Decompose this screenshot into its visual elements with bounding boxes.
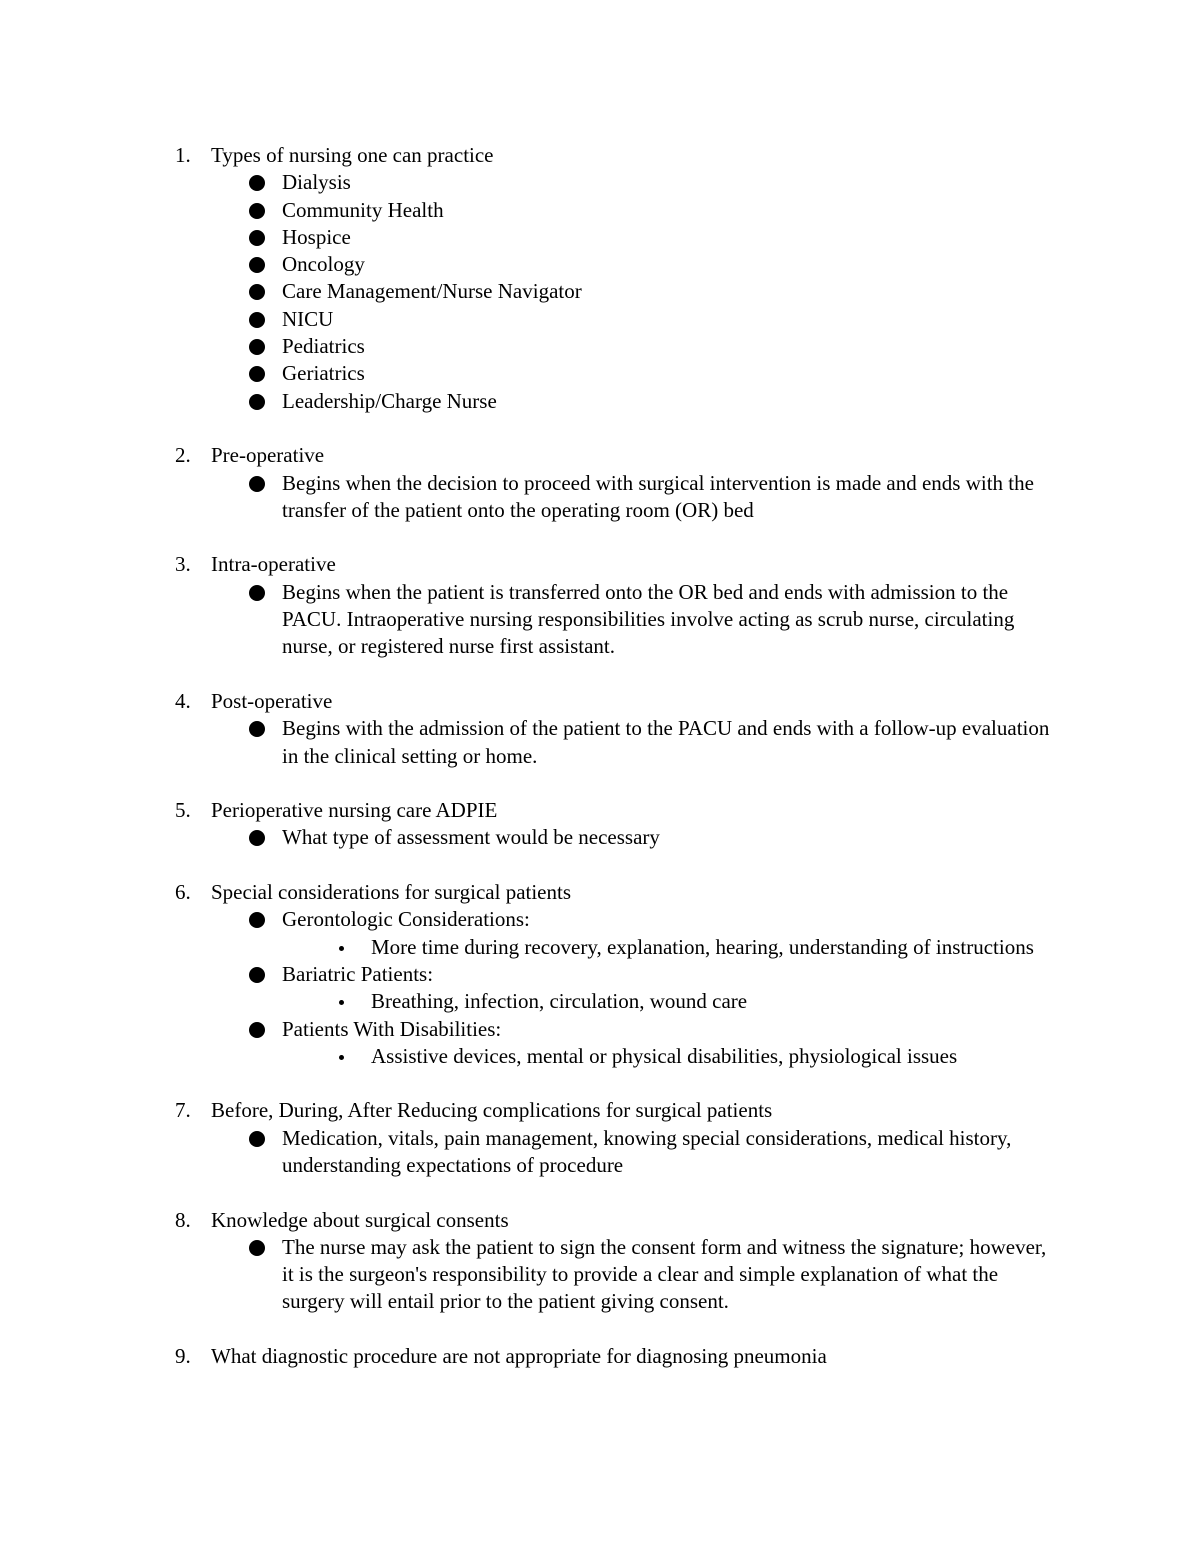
outline-item bbox=[0, 688, 1200, 770]
outline-item-heading bbox=[0, 797, 1200, 824]
item-number: 1. bbox=[175, 143, 191, 167]
sub-bullet-text: Assistive devices, mental or physical disabilities, physiological issues bbox=[371, 1043, 958, 1068]
bullet-item bbox=[0, 961, 1200, 988]
small-dot-bullet-icon bbox=[339, 946, 344, 951]
filled-circle-bullet-icon bbox=[249, 257, 265, 273]
bullet-list bbox=[0, 824, 1200, 851]
item-number: 6. bbox=[175, 880, 191, 905]
bullet-item bbox=[0, 824, 1200, 851]
bullet-item bbox=[0, 388, 1200, 415]
bullet-item bbox=[0, 197, 1200, 224]
outline-item-heading bbox=[0, 1343, 1200, 1370]
bullet-text: Medication, vitals, pain management, knowing special considerations, medical history, understanding expectations of procedure bbox=[282, 1125, 1012, 1177]
outline-item bbox=[0, 879, 1200, 1070]
item-title: Intra-operative bbox=[211, 552, 336, 577]
outline-item-heading bbox=[0, 551, 1200, 578]
bullet-text: Pediatrics bbox=[282, 334, 365, 359]
bullet-text: Begins with the admission of the patient to the PACU and ends with a follow-up evaluation in the clinical setting or home. bbox=[282, 716, 1050, 768]
filled-circle-bullet-icon bbox=[249, 721, 265, 737]
filled-circle-bullet-icon bbox=[249, 830, 265, 846]
bullet-list bbox=[0, 579, 1200, 661]
item-number: 3. bbox=[175, 552, 191, 577]
bullet-text: The nurse may ask the patient to sign the consent form and witness the signature; however, it is the surgeon's responsibility to provide a clear and simple explanation of what the surgery will entail prior to the patient giving consent. bbox=[282, 1234, 1047, 1314]
filled-circle-bullet-icon bbox=[249, 912, 265, 928]
bullet-item bbox=[0, 251, 1200, 278]
bullet-item bbox=[0, 1125, 1200, 1180]
item-title: Types of nursing one can practice bbox=[211, 143, 494, 167]
item-title: Pre-operative bbox=[211, 443, 325, 468]
outline-item-heading bbox=[0, 1207, 1200, 1234]
filled-circle-bullet-icon bbox=[249, 967, 265, 983]
outline-item-heading bbox=[0, 688, 1200, 715]
filled-circle-bullet-icon bbox=[249, 476, 265, 492]
item-number: 7. bbox=[175, 1098, 191, 1123]
bullet-item bbox=[0, 1016, 1200, 1043]
bullet-item bbox=[0, 1234, 1200, 1316]
small-dot-bullet-icon bbox=[339, 1000, 344, 1005]
outline-item bbox=[0, 551, 1200, 660]
outline-item-heading bbox=[0, 879, 1200, 906]
bullet-item bbox=[0, 333, 1200, 360]
bullet-list bbox=[0, 715, 1200, 770]
numbered-outline bbox=[0, 142, 1200, 1398]
bullet-item bbox=[0, 169, 1200, 196]
bullet-text: Oncology bbox=[282, 252, 365, 277]
bullet-item bbox=[0, 906, 1200, 933]
item-title: Perioperative nursing care ADPIE bbox=[211, 798, 498, 823]
bullet-text: NICU bbox=[282, 306, 334, 331]
item-number: 8. bbox=[175, 1207, 191, 1232]
bullet-text: Bariatric Patients: bbox=[282, 961, 434, 986]
filled-circle-bullet-icon bbox=[249, 585, 265, 601]
bullet-text: Patients With Disabilities: bbox=[282, 1016, 502, 1041]
bullet-list bbox=[0, 470, 1200, 525]
outline-item-heading bbox=[0, 1097, 1200, 1124]
bullet-list bbox=[0, 906, 1200, 1070]
item-number: 5. bbox=[175, 798, 191, 823]
bullet-text: Dialysis bbox=[282, 170, 351, 195]
filled-circle-bullet-icon bbox=[249, 175, 265, 191]
bullet-item bbox=[0, 579, 1200, 661]
bullet-item bbox=[0, 306, 1200, 333]
bullet-text: Begins when the decision to proceed with surgical intervention is made and ends with the transfer of the patient onto the operating room (OR) bed bbox=[282, 470, 1034, 522]
item-number: 4. bbox=[175, 688, 191, 713]
sub-bullet-item bbox=[0, 988, 1200, 1015]
item-title: What diagnostic procedure are not appropriate for diagnosing pneumonia bbox=[211, 1344, 827, 1369]
outline-item-heading bbox=[0, 442, 1200, 469]
sub-bullet-text: More time during recovery, explanation, hearing, understanding of instructions bbox=[371, 934, 1034, 959]
filled-circle-bullet-icon bbox=[249, 394, 265, 410]
sub-bullet-text: Breathing, infection, circulation, wound care bbox=[371, 989, 748, 1014]
bullet-text: Gerontologic Considerations: bbox=[282, 907, 530, 932]
filled-circle-bullet-icon bbox=[249, 284, 265, 300]
item-title: Knowledge about surgical consents bbox=[211, 1207, 509, 1232]
filled-circle-bullet-icon bbox=[249, 230, 265, 246]
bullet-text: Begins when the patient is transferred onto the OR bed and ends with admission to the PACU. Intraoperative nursing responsibilities involve acting as scrub nurse, circulating nurse, or registered nurse first assistant. bbox=[282, 579, 1015, 659]
bullet-item bbox=[0, 224, 1200, 251]
outline-item bbox=[0, 797, 1200, 852]
bullet-list bbox=[0, 1234, 1200, 1316]
bullet-text: Leadership/Charge Nurse bbox=[282, 388, 497, 413]
item-title: Before, During, After Reducing complications for surgical patients bbox=[211, 1098, 773, 1123]
bullet-text: Community Health bbox=[282, 197, 444, 222]
item-title: Special considerations for surgical patients bbox=[211, 880, 572, 905]
item-number: 9. bbox=[175, 1344, 191, 1369]
bullet-item bbox=[0, 470, 1200, 525]
item-number: 2. bbox=[175, 443, 191, 468]
bullet-list bbox=[0, 1125, 1200, 1180]
outline-item bbox=[0, 1207, 1200, 1316]
sub-bullet-item bbox=[0, 934, 1200, 961]
outline-item bbox=[0, 142, 1200, 415]
bullet-item bbox=[0, 360, 1200, 387]
small-dot-bullet-icon bbox=[339, 1055, 344, 1060]
filled-circle-bullet-icon bbox=[249, 1240, 265, 1256]
item-title: Post-operative bbox=[211, 688, 333, 713]
bullet-item bbox=[0, 715, 1200, 770]
outline-item-heading bbox=[0, 142, 1200, 169]
outline-item bbox=[0, 442, 1200, 524]
filled-circle-bullet-icon bbox=[249, 312, 265, 328]
bullet-text: What type of assessment would be necessary bbox=[282, 825, 660, 850]
filled-circle-bullet-icon bbox=[249, 203, 265, 219]
bullet-text: Hospice bbox=[282, 224, 351, 249]
filled-circle-bullet-icon bbox=[249, 339, 265, 355]
bullet-text: Care Management/Nurse Navigator bbox=[282, 279, 582, 304]
filled-circle-bullet-icon bbox=[249, 1131, 265, 1147]
bullet-list bbox=[0, 169, 1200, 415]
bullet-item bbox=[0, 278, 1200, 305]
sub-bullet-item bbox=[0, 1043, 1200, 1070]
filled-circle-bullet-icon bbox=[249, 1022, 265, 1038]
bullet-text: Geriatrics bbox=[282, 361, 365, 386]
outline-item bbox=[0, 1097, 1200, 1179]
filled-circle-bullet-icon bbox=[249, 366, 265, 382]
outline-item bbox=[0, 1343, 1200, 1370]
